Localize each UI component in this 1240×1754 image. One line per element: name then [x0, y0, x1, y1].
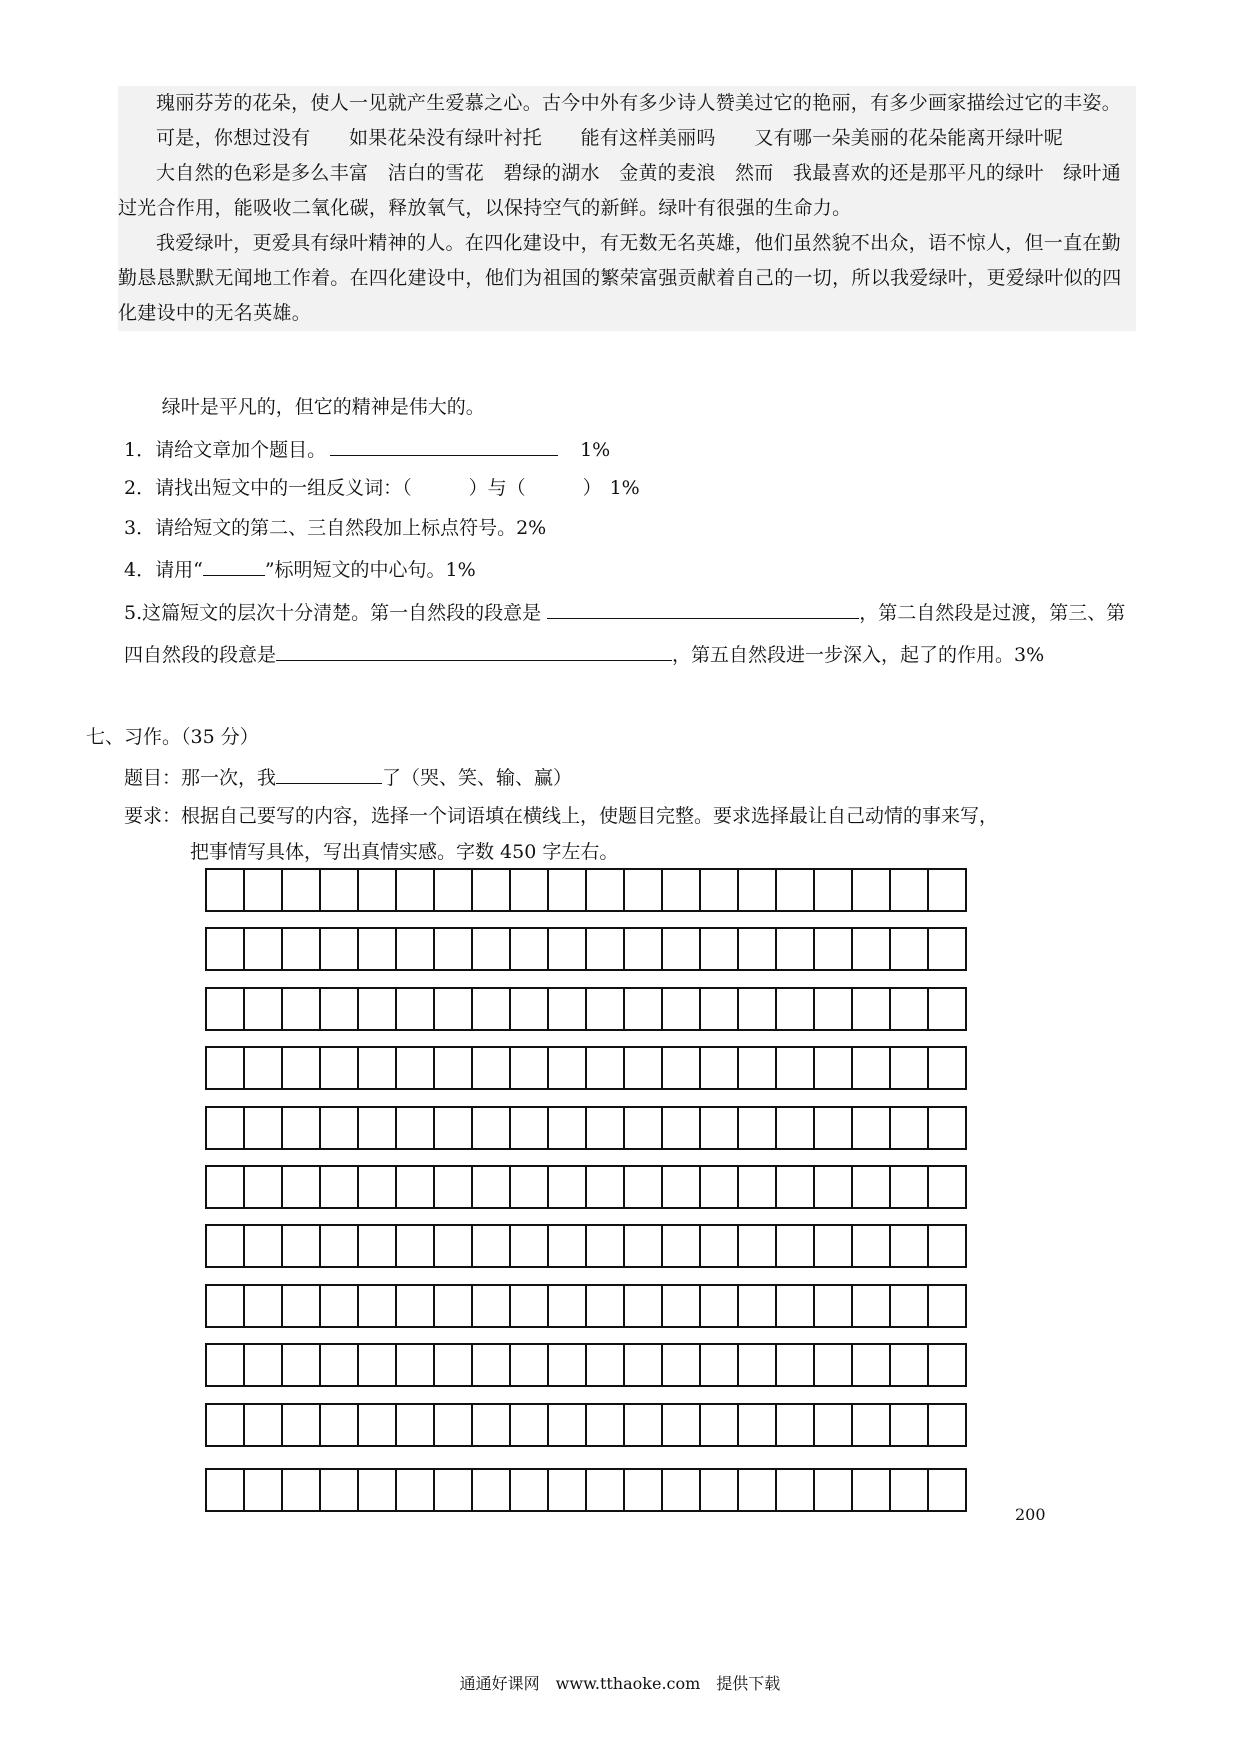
- grid-row: [205, 1046, 965, 1090]
- grid-cell[interactable]: [471, 1468, 511, 1512]
- grid-cell[interactable]: [851, 987, 891, 1031]
- grid-cell[interactable]: [205, 1284, 245, 1328]
- grid-word-count-marker: 200: [1015, 1505, 1046, 1524]
- grid-cell[interactable]: [319, 1284, 359, 1328]
- question-4: [124, 553, 476, 585]
- grid-cell[interactable]: [775, 868, 815, 912]
- grid-cell[interactable]: [699, 868, 739, 912]
- grid-cell[interactable]: [851, 1468, 891, 1512]
- grid-cell[interactable]: [357, 1403, 397, 1447]
- grid-cell[interactable]: [319, 1106, 359, 1150]
- grid-cell[interactable]: [661, 1106, 701, 1150]
- grid-cell[interactable]: [357, 868, 397, 912]
- grid-cell[interactable]: [395, 1468, 435, 1512]
- question-1-answer-line[interactable]: [330, 433, 558, 456]
- grid-cell[interactable]: [509, 927, 549, 971]
- grid-row: [205, 1403, 965, 1447]
- grid-cell[interactable]: [661, 1224, 701, 1268]
- question-1: [124, 433, 610, 465]
- grid-cell[interactable]: [737, 987, 777, 1031]
- grid-cell[interactable]: [357, 1343, 397, 1387]
- grid-cell[interactable]: [661, 868, 701, 912]
- grid-cell[interactable]: [623, 1165, 663, 1209]
- grid-cell[interactable]: [243, 1165, 283, 1209]
- grid-cell[interactable]: [547, 1165, 587, 1209]
- grid-cell[interactable]: [243, 1046, 283, 1090]
- grid-row: [205, 1165, 965, 1209]
- grid-cell[interactable]: [699, 927, 739, 971]
- grid-cell[interactable]: [205, 927, 245, 971]
- grid-cell[interactable]: [433, 1165, 473, 1209]
- grid-cell[interactable]: [889, 1046, 929, 1090]
- grid-cell[interactable]: [699, 987, 739, 1031]
- grid-cell[interactable]: [243, 1468, 283, 1512]
- grid-cell[interactable]: [775, 1224, 815, 1268]
- grid-cell[interactable]: [775, 1343, 815, 1387]
- grid-cell[interactable]: [395, 987, 435, 1031]
- grid-cell[interactable]: [813, 1106, 853, 1150]
- grid-cell[interactable]: [661, 1046, 701, 1090]
- grid-cell[interactable]: [889, 987, 929, 1031]
- grid-cell[interactable]: [433, 868, 473, 912]
- grid-cell[interactable]: [281, 868, 321, 912]
- grid-cell[interactable]: [205, 1468, 245, 1512]
- grid-cell[interactable]: [433, 1046, 473, 1090]
- grid-cell[interactable]: [889, 1106, 929, 1150]
- grid-cell[interactable]: [623, 1284, 663, 1328]
- grid-cell[interactable]: [737, 1165, 777, 1209]
- question-1-text: 1．请给文章加个题目。: [124, 439, 327, 461]
- grid-cell[interactable]: [395, 1165, 435, 1209]
- grid-cell[interactable]: [813, 868, 853, 912]
- grid-cell[interactable]: [281, 1343, 321, 1387]
- grid-cell[interactable]: [851, 1343, 891, 1387]
- grid-cell[interactable]: [851, 1106, 891, 1150]
- grid-cell[interactable]: [357, 1165, 397, 1209]
- grid-cell[interactable]: [509, 1046, 549, 1090]
- grid-cell[interactable]: [433, 1343, 473, 1387]
- grid-row: [205, 1224, 965, 1268]
- grid-cell[interactable]: [205, 1106, 245, 1150]
- question-2: [124, 473, 640, 503]
- passage-paragraph-4: 我爱绿叶，更爱具有绿叶精神的人。在四化建设中，有无数无名英雄，他们虽然貌不出众，语不惊人，但一直在勤勤恳恳默默无闻地工作着。在四化建设中，他们为祖国的繁荣富强贡献着自己的一切，所以我爱绿叶，更爱绿叶似的四化建设中的无名英雄。: [118, 232, 1122, 324]
- grid-row: [205, 1284, 965, 1328]
- question-5: [124, 592, 1138, 676]
- grid-cell[interactable]: [661, 987, 701, 1031]
- grid-cell[interactable]: [471, 1343, 511, 1387]
- grid-cell[interactable]: [547, 1046, 587, 1090]
- grid-cell[interactable]: [623, 1224, 663, 1268]
- grid-cell[interactable]: [699, 1224, 739, 1268]
- grid-cell[interactable]: [205, 1165, 245, 1209]
- grid-cell[interactable]: [547, 1468, 587, 1512]
- grid-row: [205, 1106, 965, 1150]
- grid-cell[interactable]: [623, 1468, 663, 1512]
- grid-cell[interactable]: [889, 1284, 929, 1328]
- grid-cell[interactable]: [927, 987, 967, 1031]
- question-4-answer-line[interactable]: [203, 553, 265, 576]
- grid-cell[interactable]: [281, 1468, 321, 1512]
- composition-topic-after: 了（哭、笑、输、赢）: [382, 767, 573, 789]
- grid-cell[interactable]: [319, 1468, 359, 1512]
- grid-cell[interactable]: [813, 1224, 853, 1268]
- question-2-score: 1%: [609, 477, 640, 499]
- grid-cell[interactable]: [205, 1046, 245, 1090]
- grid-cell[interactable]: [889, 1343, 929, 1387]
- grid-cell[interactable]: [547, 868, 587, 912]
- grid-cell[interactable]: [395, 1343, 435, 1387]
- grid-cell[interactable]: [433, 1403, 473, 1447]
- grid-cell[interactable]: [395, 868, 435, 912]
- grid-cell[interactable]: [737, 1343, 777, 1387]
- grid-cell[interactable]: [471, 1046, 511, 1090]
- grid-cell[interactable]: [509, 1284, 549, 1328]
- grid-cell[interactable]: [585, 1468, 625, 1512]
- grid-cell[interactable]: [509, 1403, 549, 1447]
- passage-paragraph-3: 大自然的色彩是多么丰富 洁白的雪花 碧绿的湖水 金黄的麦浪 然而 我最喜欢的还是那平凡的绿叶 绿叶通过光合作用，能吸收二氧化碳，释放氧气，以保持空气的新鲜。绿叶有很强的生命力。: [118, 162, 1122, 219]
- grid-cell[interactable]: [243, 1284, 283, 1328]
- grid-cell[interactable]: [585, 1165, 625, 1209]
- grid-row: [205, 868, 965, 912]
- grid-cell[interactable]: [775, 927, 815, 971]
- grid-cell[interactable]: [509, 1165, 549, 1209]
- passage-paragraph-1: 瑰丽芬芳的花朵，使人一见就产生爱慕之心。古今中外有多少诗人赞美过它的艳丽，有多少画家描绘过它的丰姿。: [156, 92, 1122, 114]
- grid-cell[interactable]: [775, 1468, 815, 1512]
- grid-cell[interactable]: [927, 1106, 967, 1150]
- grid-cell[interactable]: [927, 1046, 967, 1090]
- question-3: [124, 513, 546, 543]
- question-5-part-1: 5.这篇短文的层次十分清楚。第一自然段的段意是: [124, 602, 542, 624]
- grid-row: [205, 927, 965, 971]
- grid-cell[interactable]: [319, 1224, 359, 1268]
- grid-cell[interactable]: [737, 927, 777, 971]
- grid-cell[interactable]: [243, 1403, 283, 1447]
- grid-cell[interactable]: [395, 1224, 435, 1268]
- grid-cell[interactable]: [851, 1224, 891, 1268]
- grid-cell[interactable]: [851, 1284, 891, 1328]
- grid-cell[interactable]: [395, 1106, 435, 1150]
- question-3-text: 3．请给短文的第二、三自然段加上标点符号。2%: [124, 517, 547, 539]
- grid-cell[interactable]: [281, 927, 321, 971]
- grid-cell[interactable]: [395, 1046, 435, 1090]
- grid-cell[interactable]: [927, 1468, 967, 1512]
- grid-row: [205, 1343, 965, 1387]
- grid-cell[interactable]: [357, 987, 397, 1031]
- grid-cell[interactable]: [243, 1343, 283, 1387]
- grid-cell[interactable]: [661, 1468, 701, 1512]
- grid-cell[interactable]: [547, 987, 587, 1031]
- grid-cell[interactable]: [205, 1224, 245, 1268]
- grid-cell[interactable]: [547, 927, 587, 971]
- grid-cell[interactable]: [851, 1046, 891, 1090]
- grid-cell[interactable]: [319, 1046, 359, 1090]
- grid-cell[interactable]: [319, 1403, 359, 1447]
- grid-cell[interactable]: [319, 1165, 359, 1209]
- grid-cell[interactable]: [471, 1224, 511, 1268]
- grid-cell[interactable]: [509, 868, 549, 912]
- grid-cell[interactable]: [547, 1106, 587, 1150]
- grid-cell[interactable]: [623, 1046, 663, 1090]
- grid-cell[interactable]: [737, 1106, 777, 1150]
- grid-cell[interactable]: [813, 927, 853, 971]
- grid-cell[interactable]: [281, 1165, 321, 1209]
- grid-cell[interactable]: [585, 868, 625, 912]
- grid-cell[interactable]: [927, 1284, 967, 1328]
- grid-cell[interactable]: [547, 1403, 587, 1447]
- grid-cell[interactable]: [547, 1343, 587, 1387]
- grid-cell[interactable]: [927, 1403, 967, 1447]
- grid-cell[interactable]: [699, 1403, 739, 1447]
- grid-cell[interactable]: [433, 927, 473, 971]
- grid-cell[interactable]: [813, 1343, 853, 1387]
- grid-cell[interactable]: [319, 1343, 359, 1387]
- grid-cell[interactable]: [889, 868, 929, 912]
- grid-cell[interactable]: [851, 927, 891, 971]
- composition-topic: [124, 761, 572, 793]
- grid-cell[interactable]: [699, 1284, 739, 1328]
- grid-cell[interactable]: [205, 1343, 245, 1387]
- grid-cell[interactable]: [243, 987, 283, 1031]
- grid-cell[interactable]: [737, 1224, 777, 1268]
- grid-cell[interactable]: [927, 1224, 967, 1268]
- grid-cell[interactable]: [471, 1403, 511, 1447]
- grid-cell[interactable]: [585, 927, 625, 971]
- grid-cell[interactable]: [775, 1403, 815, 1447]
- grid-cell[interactable]: [775, 1284, 815, 1328]
- grid-cell[interactable]: [585, 1284, 625, 1328]
- grid-cell[interactable]: [509, 1106, 549, 1150]
- question-5-answer-line-1[interactable]: [547, 592, 859, 619]
- grid-cell[interactable]: [661, 1165, 701, 1209]
- grid-cell[interactable]: [395, 927, 435, 971]
- question-5-answer-line-2[interactable]: [276, 634, 672, 661]
- composition-topic-before: 题目：那一次，我: [124, 767, 277, 789]
- grid-cell[interactable]: [281, 1224, 321, 1268]
- grid-cell[interactable]: [813, 1046, 853, 1090]
- grid-cell[interactable]: [813, 987, 853, 1031]
- composition-requirements: [124, 798, 1138, 870]
- grid-cell[interactable]: [775, 1046, 815, 1090]
- grid-cell[interactable]: [243, 868, 283, 912]
- grid-cell[interactable]: [585, 987, 625, 1031]
- grid-cell[interactable]: [813, 1403, 853, 1447]
- grid-cell[interactable]: [927, 927, 967, 971]
- grid-cell[interactable]: [623, 987, 663, 1031]
- question-4-text-before: 4．请用“: [124, 559, 203, 581]
- grid-cell[interactable]: [433, 1224, 473, 1268]
- grid-cell[interactable]: [395, 1403, 435, 1447]
- grid-cell[interactable]: [547, 1284, 587, 1328]
- question-5-part-2: ，第二自然段是过渡，第三、第四自然段的段意是: [124, 602, 1126, 666]
- question-2-text: 2．请找出短文中的一组反义词：（ ）与（ ）: [124, 477, 602, 499]
- grid-cell[interactable]: [927, 868, 967, 912]
- grid-cell[interactable]: [927, 1343, 967, 1387]
- grid-cell[interactable]: [661, 1343, 701, 1387]
- grid-cell[interactable]: [509, 1224, 549, 1268]
- grid-row: [205, 987, 965, 1031]
- question-5-part-3: ，第五自然段进一步深入，起了的作用。3%: [672, 644, 1045, 666]
- grid-cell[interactable]: [737, 1403, 777, 1447]
- question-1-score: 1%: [580, 439, 611, 461]
- grid-cell[interactable]: [775, 987, 815, 1031]
- grid-cell[interactable]: [889, 1165, 929, 1209]
- grid-cell[interactable]: [205, 987, 245, 1031]
- grid-cell[interactable]: [699, 1343, 739, 1387]
- grid-cell[interactable]: [623, 868, 663, 912]
- grid-cell[interactable]: [281, 1403, 321, 1447]
- grid-cell[interactable]: [281, 1046, 321, 1090]
- grid-cell[interactable]: [813, 1165, 853, 1209]
- grid-cell[interactable]: [699, 1165, 739, 1209]
- grid-cell[interactable]: [205, 1403, 245, 1447]
- grid-cell[interactable]: [509, 1343, 549, 1387]
- grid-cell[interactable]: [585, 1224, 625, 1268]
- grid-cell[interactable]: [357, 927, 397, 971]
- grid-cell[interactable]: [471, 1165, 511, 1209]
- grid-cell[interactable]: [319, 868, 359, 912]
- grid-cell[interactable]: [813, 1284, 853, 1328]
- grid-cell[interactable]: [319, 987, 359, 1031]
- grid-cell[interactable]: [281, 1284, 321, 1328]
- grid-cell[interactable]: [357, 1224, 397, 1268]
- passage-paragraph-2: 可是，你想过没有 如果花朵没有绿叶衬托 能有这样美丽吗 又有哪一朵美丽的花朵能离开绿叶呢: [156, 127, 1064, 149]
- grid-cell[interactable]: [699, 1468, 739, 1512]
- grid-cell[interactable]: [471, 927, 511, 971]
- grid-cell[interactable]: [433, 1106, 473, 1150]
- grid-cell[interactable]: [433, 987, 473, 1031]
- grid-cell[interactable]: [851, 868, 891, 912]
- composition-topic-blank[interactable]: [276, 761, 382, 784]
- grid-cell[interactable]: [889, 1468, 929, 1512]
- passage-last-paragraph: 绿叶是平凡的，但它的精神是伟大的。: [161, 396, 485, 418]
- grid-cell[interactable]: [623, 1343, 663, 1387]
- grid-cell[interactable]: [509, 987, 549, 1031]
- grid-row: [205, 1468, 965, 1512]
- reading-passage: [118, 86, 1136, 331]
- grid-cell[interactable]: [319, 927, 359, 971]
- grid-cell[interactable]: [281, 987, 321, 1031]
- grid-cell[interactable]: [357, 1468, 397, 1512]
- grid-cell[interactable]: [357, 1284, 397, 1328]
- grid-cell[interactable]: [737, 868, 777, 912]
- grid-cell[interactable]: [433, 1284, 473, 1328]
- grid-cell[interactable]: [585, 1343, 625, 1387]
- grid-cell[interactable]: [281, 1106, 321, 1150]
- grid-cell[interactable]: [775, 1106, 815, 1150]
- grid-cell[interactable]: [395, 1284, 435, 1328]
- grid-cell[interactable]: [737, 1046, 777, 1090]
- grid-cell[interactable]: [623, 1106, 663, 1150]
- grid-cell[interactable]: [585, 1403, 625, 1447]
- grid-cell[interactable]: [889, 1403, 929, 1447]
- footer-source: 通通好课网 www.tthaoke.com 提供下载: [459, 1674, 781, 1693]
- grid-cell[interactable]: [889, 927, 929, 971]
- composition-heading: 七、习作。（35 分）: [86, 726, 259, 748]
- grid-cell[interactable]: [661, 927, 701, 971]
- grid-cell[interactable]: [471, 868, 511, 912]
- grid-cell[interactable]: [889, 1224, 929, 1268]
- grid-cell[interactable]: [927, 1165, 967, 1209]
- grid-cell[interactable]: [851, 1403, 891, 1447]
- grid-cell[interactable]: [357, 1106, 397, 1150]
- grid-cell[interactable]: [509, 1468, 549, 1512]
- grid-cell[interactable]: [471, 987, 511, 1031]
- grid-cell[interactable]: [357, 1046, 397, 1090]
- grid-cell[interactable]: [661, 1403, 701, 1447]
- grid-cell[interactable]: [623, 1403, 663, 1447]
- grid-cell[interactable]: [851, 1165, 891, 1209]
- grid-cell[interactable]: [737, 1284, 777, 1328]
- grid-cell[interactable]: [547, 1224, 587, 1268]
- question-4-text-after: ”标明短文的中心句。1%: [264, 559, 476, 581]
- grid-cell[interactable]: [243, 927, 283, 971]
- grid-cell[interactable]: [699, 1046, 739, 1090]
- grid-cell[interactable]: [243, 1106, 283, 1150]
- grid-cell[interactable]: [661, 1284, 701, 1328]
- grid-cell[interactable]: [205, 868, 245, 912]
- grid-cell[interactable]: [585, 1106, 625, 1150]
- grid-cell[interactable]: [471, 1106, 511, 1150]
- requirements-line-2: 把事情写具体，写出真情实感。字数 450 字左右。: [190, 841, 619, 863]
- grid-cell[interactable]: [699, 1106, 739, 1150]
- grid-cell[interactable]: [471, 1284, 511, 1328]
- grid-cell[interactable]: [813, 1468, 853, 1512]
- grid-cell[interactable]: [585, 1046, 625, 1090]
- requirements-line-1: 要求：根据自己要写的内容，选择一个词语填在横线上，使题目完整。要求选择最让自己动情的事来写，: [124, 805, 999, 827]
- grid-cell[interactable]: [623, 927, 663, 971]
- grid-cell[interactable]: [775, 1165, 815, 1209]
- grid-cell[interactable]: [737, 1468, 777, 1512]
- grid-cell[interactable]: [433, 1468, 473, 1512]
- grid-cell[interactable]: [243, 1224, 283, 1268]
